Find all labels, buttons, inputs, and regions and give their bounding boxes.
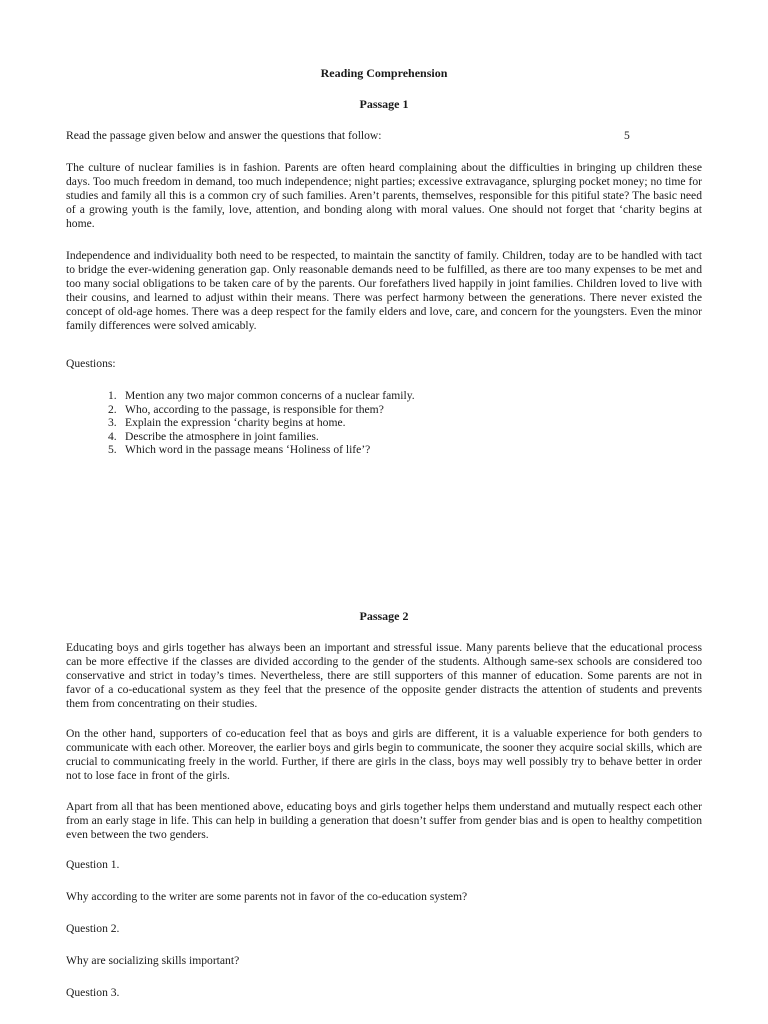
passage-2-paragraph-1: Educating boys and girls together has always been an important and stressful issue. Many parents believe that the educational process can be more effective if the classes are divided according to the gender of the students. Although same-sex schools are considered too conservative and strict in today’s times. Nevertheless, there are still supporters of this manner of education. Some parents are not in favor of a co-educational system as they feel that the presence of the opposite gender distracts the attention of students and prevents them from concentrating on their studies. — [66, 641, 702, 710]
question-2-label: Question 2. — [66, 922, 120, 935]
question-number: 4. — [108, 429, 117, 443]
question-text: Explain the expression ‘charity begins at home. — [125, 416, 346, 430]
question-text: Which word in the passage means ‘Holiness of life’? — [125, 443, 371, 457]
passage-1-instruction: Read the passage given below and answer the questions that follow: — [66, 129, 382, 142]
question-3-label: Question 3. — [66, 986, 120, 999]
passage-1-paragraph-2: Independence and individuality both need to be respected, to maintain the sanctity of family. Children, today are to be handled with tact to bridge the ever-widening generation gap. Only reasonable demands need to be fulfilled, as there are too many expenses to be met and too many social obligations to be taken care of by the parents. Our forefathers lived happily in joint families. Children loved to live with their cousins, and learned to adjust within their means. There was perfect harmony between the generations. There never existed the concept of old-age homes. There was a deep respect for the family elders and love, care, and concern for the youngsters. Even the minor family differences were solved amicably. — [66, 249, 702, 332]
document-title: Reading Comprehension — [320, 66, 448, 80]
question-1-label: Question 1. — [66, 858, 120, 871]
question-text: Describe the atmosphere in joint families. — [125, 429, 319, 443]
question-number: 5. — [108, 443, 117, 457]
question-1-text: Why according to the writer are some parents not in favor of the co-education system? — [66, 890, 468, 903]
passage-2-heading: Passage 2 — [359, 609, 409, 623]
passage-2-paragraph-2: On the other hand, supporters of co-education feel that as boys and girls are different, it is a valuable experience for both genders to communicate with each other. Moreover, the earlier boys and girls begin to communicate, the sooner they acquire social skills, which are crucial to communicating freely in the world. Further, if there are girls in the class, boys may well possibly try to behave better in order not to lose face in front of the girls. — [66, 727, 702, 782]
question-number: 1. — [108, 389, 117, 402]
passage-2-paragraph-3: Apart from all that has been mentioned above, educating boys and girls together helps them understand and mutually respect each other from an early stage in life. This can help in building a generation that doesn’t suffer from gender bias and is open to healthy competition even between the two genders. — [66, 800, 702, 841]
question-text: Who, according to the passage, is responsible for them? — [125, 402, 384, 416]
passage-1-heading: Passage 1 — [359, 97, 409, 111]
passage-1-paragraph-1: The culture of nuclear families is in fashion. Parents are often heard complaining about the difficulties in bringing up children these days. Too much freedom in demand, too much independence; night parties; excessive extravagance, splurging pocket money; no time for studies and family all this is a common cry of such families. Aren’t parents, themselves, responsible for this pitiful state? The basic need of a growing youth is the family, love, attention, and bonding along with moral values. One should not forget that ‘charity begins at home. — [66, 161, 702, 230]
question-2-text: Why are socializing skills important? — [66, 954, 240, 967]
questions-label: Questions: — [66, 357, 116, 370]
question-number: 3. — [108, 416, 117, 430]
passage-1-marks: 5 — [624, 129, 630, 142]
question-number: 2. — [108, 402, 117, 416]
question-text: Mention any two major common concerns of a nuclear family. — [125, 389, 415, 402]
